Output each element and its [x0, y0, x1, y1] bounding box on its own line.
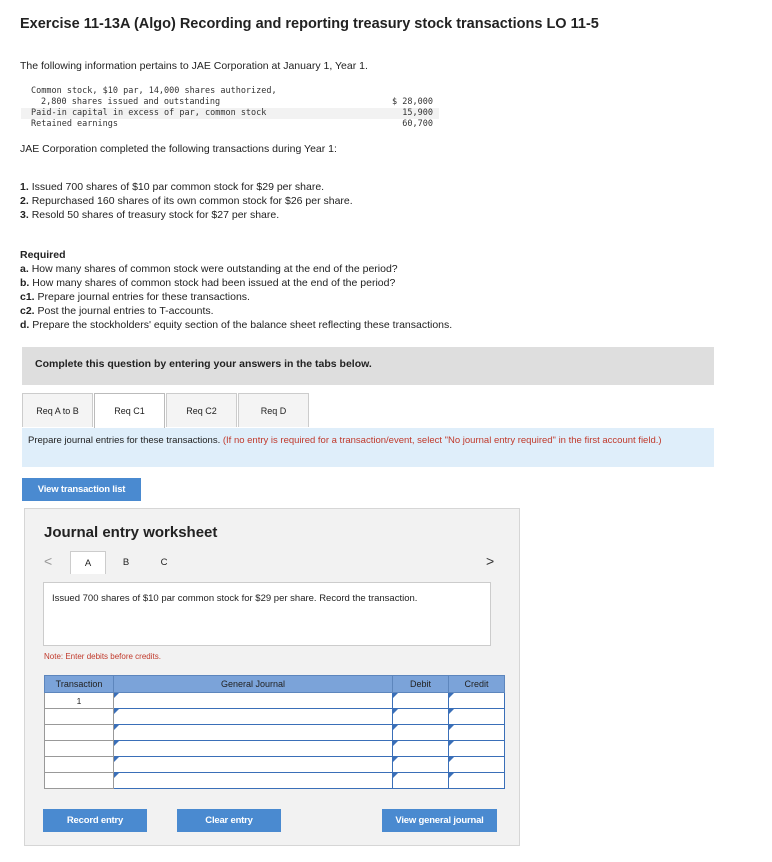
account-input[interactable]	[114, 725, 393, 741]
input-marker-icon	[114, 773, 119, 778]
credit-input[interactable]	[449, 757, 505, 773]
view-general-journal-button[interactable]: View general journal	[382, 809, 497, 832]
balance-label: Paid-in capital in excess of par, common stock	[31, 108, 267, 118]
input-marker-icon	[449, 693, 454, 698]
debit-credit-note: Note: Enter debits before credits.	[44, 652, 161, 661]
required-item	[20, 291, 452, 305]
debit-input[interactable]	[393, 757, 449, 773]
account-input[interactable]	[114, 709, 393, 725]
table-row	[45, 725, 505, 741]
input-marker-icon	[114, 709, 119, 714]
tab-req-c1[interactable]: Req C1	[94, 393, 165, 429]
transaction-cell	[45, 757, 114, 773]
page-title: Exercise 11-13A (Algo) Recording and reporting treasury stock transactions LO 11-5	[20, 16, 599, 32]
instructions-text: Prepare journal entries for these transactions.	[28, 435, 221, 446]
intro-text: The following information pertains to JAE Corporation at January 1, Year 1.	[20, 60, 368, 72]
prev-arrow-icon[interactable]: <	[44, 553, 53, 569]
input-marker-icon	[393, 773, 398, 778]
table-row	[45, 757, 505, 773]
balance-row	[21, 86, 439, 97]
tab-req-a-to-b[interactable]: Req A to B	[22, 393, 93, 427]
required-label: b.	[20, 277, 30, 289]
balance-amount: 60,700	[402, 119, 433, 129]
balance-table	[21, 86, 439, 130]
transaction-item	[20, 209, 353, 223]
balance-label: Common stock, $10 par, 14,000 shares authorized,	[31, 86, 277, 96]
debit-input[interactable]	[393, 693, 449, 709]
input-marker-icon	[449, 709, 454, 714]
transaction-cell	[45, 741, 114, 757]
required-item	[20, 263, 452, 277]
worksheet-title: Journal entry worksheet	[44, 524, 218, 541]
balance-row	[21, 119, 439, 130]
transaction-header: Transaction	[45, 676, 114, 693]
credit-input[interactable]	[449, 693, 505, 709]
tab-req-d[interactable]: Req D	[238, 393, 309, 427]
debit-input[interactable]	[393, 741, 449, 757]
balance-amount: 15,900	[402, 108, 433, 118]
required-text: Post the journal entries to T-accounts.	[37, 305, 214, 317]
balance-row	[21, 108, 439, 119]
tab-req-c2[interactable]: Req C2	[166, 393, 237, 427]
credit-input[interactable]	[449, 741, 505, 757]
complete-banner-text: Complete this question by entering your answers in the tabs below.	[35, 358, 372, 370]
required-label: c1.	[20, 291, 35, 303]
table-row	[45, 693, 505, 709]
input-marker-icon	[114, 693, 119, 698]
required-heading: Required	[20, 249, 66, 261]
account-input[interactable]	[114, 741, 393, 757]
view-transaction-list-button[interactable]: View transaction list	[22, 478, 141, 501]
table-row	[45, 709, 505, 725]
input-marker-icon	[393, 741, 398, 746]
debit-header: Debit	[393, 676, 449, 693]
balance-row	[21, 97, 439, 108]
debit-input[interactable]	[393, 709, 449, 725]
required-section	[20, 249, 452, 333]
transaction-text: Repurchased 160 shares of its own common stock for $26 per share.	[31, 195, 353, 207]
account-input[interactable]	[114, 693, 393, 709]
debit-input[interactable]	[393, 773, 449, 789]
required-label: a.	[20, 263, 29, 275]
transaction-text: Resold 50 shares of treasury stock for $27 per share.	[31, 209, 280, 221]
transaction-cell: 1	[45, 693, 114, 709]
transaction-cell	[45, 725, 114, 741]
general-journal-header: General Journal	[114, 676, 393, 693]
question-box: Issued 700 shares of $10 par common stock for $29 per share. Record the transaction.	[43, 582, 491, 646]
credit-input[interactable]	[449, 725, 505, 741]
input-marker-icon	[393, 725, 398, 730]
transactions-intro: JAE Corporation completed the following transactions during Year 1:	[20, 143, 337, 155]
subtab-c[interactable]: C	[160, 557, 168, 568]
clear-entry-button[interactable]: Clear entry	[177, 809, 281, 832]
subtab-b[interactable]: B	[122, 557, 130, 568]
complete-banner	[22, 347, 714, 385]
required-text: How many shares of common stock were outstanding at the end of the period?	[31, 263, 398, 275]
transaction-item	[20, 181, 353, 195]
debit-input[interactable]	[393, 725, 449, 741]
credit-header: Credit	[449, 676, 505, 693]
input-marker-icon	[449, 773, 454, 778]
required-item	[20, 319, 452, 333]
journal-header-row	[45, 676, 505, 693]
instructions-note: (If no entry is required for a transaction/event, select "No journal entry required" in the first account field.)	[222, 435, 662, 446]
required-label: d.	[20, 319, 30, 331]
input-marker-icon	[449, 741, 454, 746]
input-marker-icon	[114, 757, 119, 762]
transaction-number: 3.	[20, 209, 29, 221]
balance-label: 2,800 shares issued and outstanding	[41, 97, 221, 107]
transactions-list	[20, 181, 353, 223]
input-marker-icon	[393, 757, 398, 762]
balance-amount: $ 28,000	[392, 97, 433, 107]
required-text: Prepare the stockholders' equity section of the balance sheet reflecting these transactions.	[32, 319, 453, 331]
required-label: c2.	[20, 305, 35, 317]
transaction-cell	[45, 709, 114, 725]
transaction-number: 2.	[20, 195, 29, 207]
input-marker-icon	[393, 693, 398, 698]
transaction-text: Issued 700 shares of $10 par common stock for $29 per share.	[31, 181, 325, 193]
transaction-item	[20, 195, 353, 209]
required-text: How many shares of common stock had been issued at the end of the period?	[32, 277, 396, 289]
transaction-cell	[45, 773, 114, 789]
input-marker-icon	[449, 725, 454, 730]
account-input[interactable]	[114, 773, 393, 789]
required-item	[20, 277, 452, 291]
instructions-bar	[22, 428, 714, 467]
record-entry-button[interactable]: Record entry	[43, 809, 147, 832]
input-marker-icon	[393, 709, 398, 714]
next-arrow-icon[interactable]: >	[486, 553, 495, 569]
input-marker-icon	[114, 741, 119, 746]
input-marker-icon	[449, 757, 454, 762]
credit-input[interactable]	[449, 773, 505, 789]
required-text: Prepare journal entries for these transactions.	[37, 291, 250, 303]
credit-input[interactable]	[449, 709, 505, 725]
subtab-a[interactable]: A	[70, 551, 106, 574]
account-input[interactable]	[114, 757, 393, 773]
table-row	[45, 741, 505, 757]
transaction-number: 1.	[20, 181, 29, 193]
table-row	[45, 773, 505, 789]
journal-table	[44, 675, 505, 789]
required-item	[20, 305, 452, 319]
input-marker-icon	[114, 725, 119, 730]
balance-label: Retained earnings	[31, 119, 118, 129]
